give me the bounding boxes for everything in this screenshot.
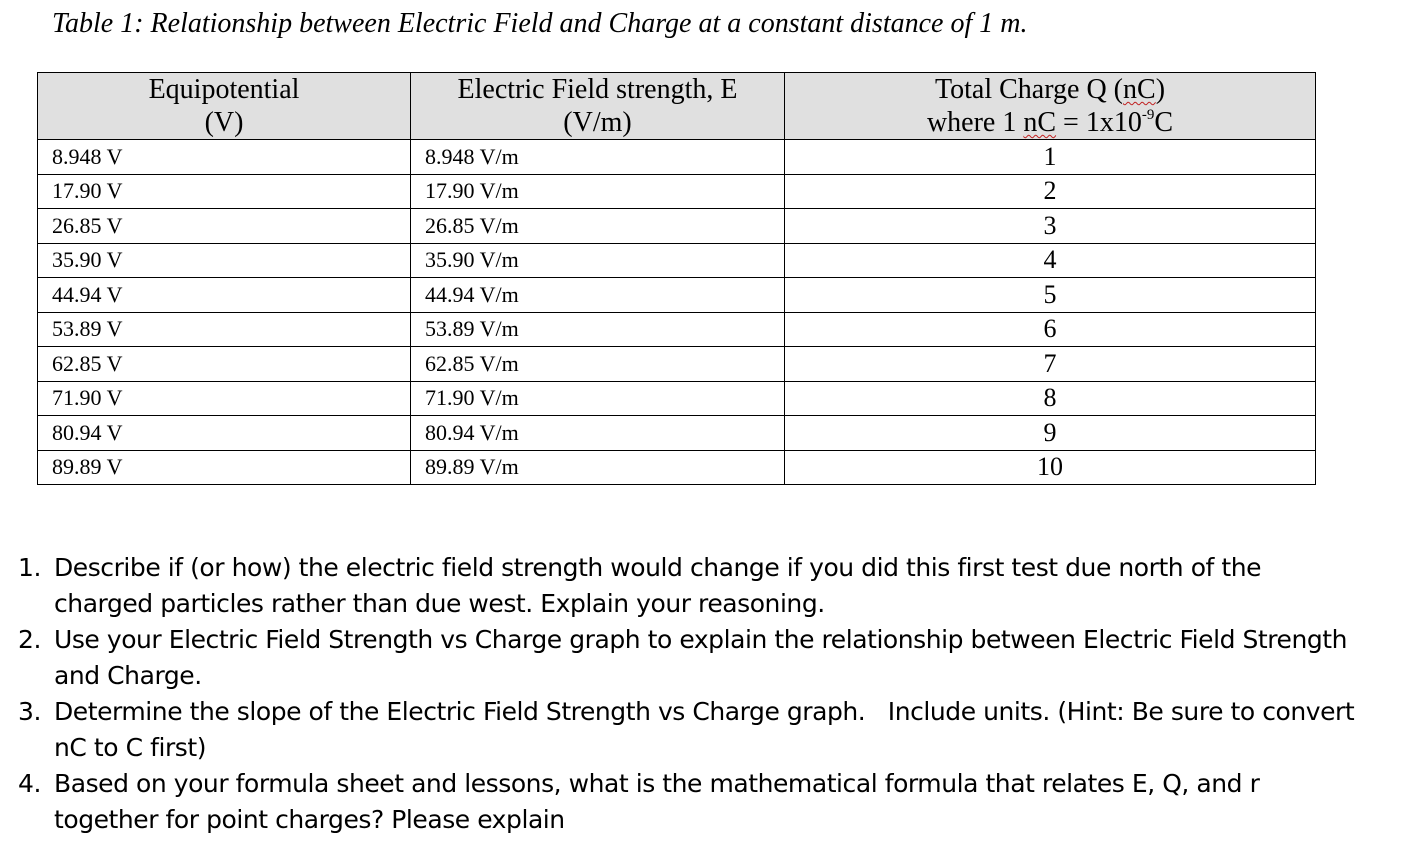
question-text-line: Describe if (or how) the electric field strength would change if you did this first test due north of the (54, 553, 1262, 582)
potential-cell: 89.89 V (38, 450, 411, 485)
table-row (38, 278, 1316, 313)
field-cell: 80.94 V/m (411, 416, 785, 451)
field-cell: 62.85 V/m (411, 347, 785, 382)
potential-cell: 53.89 V (38, 312, 411, 347)
field-cell: 71.90 V/m (411, 381, 785, 416)
header-potential-title: Equipotential (148, 74, 300, 105)
potential-cell: 71.90 V (38, 381, 411, 416)
potential-cell: 8.948 V (38, 140, 411, 175)
header-charge-def-pre: where 1 (926, 107, 1024, 138)
potential-cell: 62.85 V (38, 347, 411, 382)
charge-cell: 1 (785, 140, 1316, 175)
field-cell: 35.90 V/m (411, 243, 785, 278)
question-text-line: Determine the slope of the Electric Field Strength vs Charge graph. Include units. (Hint: Be sure to convert (54, 697, 1355, 726)
header-charge-def-post: C (1154, 107, 1174, 138)
question-item (54, 694, 1406, 766)
spellcheck-word: nC (1023, 107, 1057, 138)
charge-cell: 10 (785, 450, 1316, 485)
header-charge-def-mid: = 1x10 (1056, 107, 1142, 138)
field-cell: 26.85 V/m (411, 209, 785, 244)
table-row (38, 312, 1316, 347)
header-field-title: Electric Field strength, E (457, 74, 738, 105)
table-caption: Table 1: Relationship between Electric Field and Charge at a constant distance of 1 m. (52, 8, 1028, 39)
field-cell: 53.89 V/m (411, 312, 785, 347)
table-row (38, 381, 1316, 416)
charge-cell: 6 (785, 312, 1316, 347)
question-text-line: together for point charges? Please explain (54, 805, 565, 834)
charge-cell: 2 (785, 174, 1316, 209)
header-field (411, 73, 785, 140)
table-row (38, 347, 1316, 382)
exponent: -9 (1141, 107, 1155, 123)
question-item (54, 622, 1406, 694)
charge-cell: 5 (785, 278, 1316, 313)
question-text-line: charged particles rather than due west. Explain your reasoning. (54, 589, 825, 618)
header-charge-title-post: ) (1155, 74, 1166, 105)
spellcheck-word: nC (1123, 74, 1156, 105)
table-row (38, 174, 1316, 209)
field-cell: 8.948 V/m (411, 140, 785, 175)
table-row (38, 450, 1316, 485)
potential-cell: 35.90 V (38, 243, 411, 278)
question-list (0, 550, 1406, 838)
table-row (38, 140, 1316, 175)
table-row (38, 243, 1316, 278)
charge-cell: 8 (785, 381, 1316, 416)
charge-cell: 7 (785, 347, 1316, 382)
header-charge-title (785, 73, 1315, 106)
field-cell: 17.90 V/m (411, 174, 785, 209)
potential-cell: 17.90 V (38, 174, 411, 209)
potential-cell: 26.85 V (38, 209, 411, 244)
field-cell: 44.94 V/m (411, 278, 785, 313)
header-charge-definition (785, 106, 1315, 139)
header-field-unit: (V/m) (563, 107, 632, 138)
question-text-line: Use your Electric Field Strength vs Charge graph to explain the relationship between Electric Field Strength (54, 625, 1348, 654)
potential-cell: 44.94 V (38, 278, 411, 313)
table-row (38, 209, 1316, 244)
question-text-line: Based on your formula sheet and lessons, what is the mathematical formula that relates E, Q, and r (54, 769, 1260, 798)
header-potential (38, 73, 411, 140)
charge-cell: 9 (785, 416, 1316, 451)
question-item (54, 550, 1406, 622)
table-row (38, 416, 1316, 451)
data-table (37, 72, 1316, 485)
header-charge-title-pre: Total Charge Q ( (934, 74, 1123, 105)
header-charge (785, 73, 1316, 140)
charge-cell: 4 (785, 243, 1316, 278)
table-header-row (38, 73, 1316, 140)
charge-cell: 3 (785, 209, 1316, 244)
question-item (54, 766, 1406, 838)
question-text-line: and Charge. (54, 661, 202, 690)
question-text-line: nC to C first) (54, 733, 207, 762)
field-cell: 89.89 V/m (411, 450, 785, 485)
header-potential-unit: (V) (204, 107, 244, 138)
potential-cell: 80.94 V (38, 416, 411, 451)
